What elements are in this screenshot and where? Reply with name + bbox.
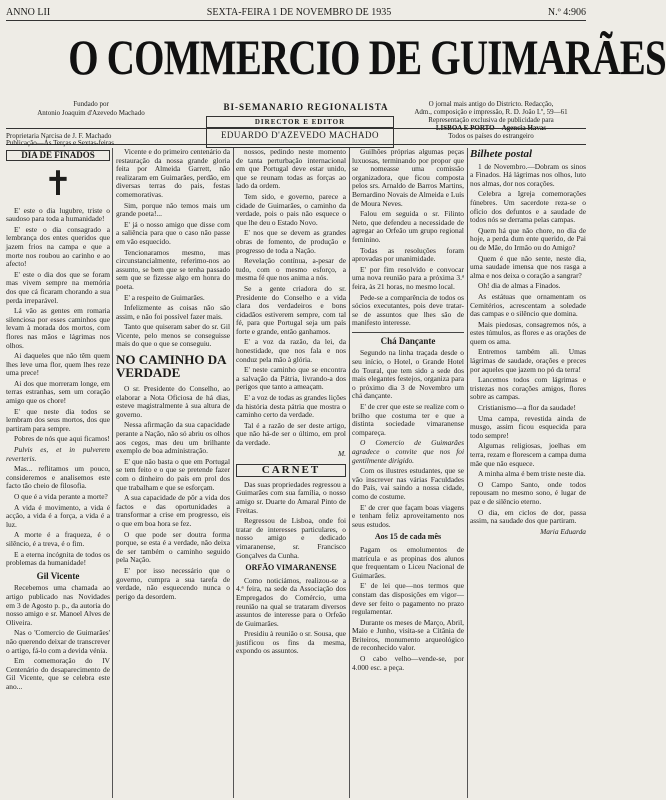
paragraph: O sr. Presidente do Conselho, ao elaborar a Nota Oficiosa de há dias, esteve magistralmente à sua altura de governo. <box>116 384 230 419</box>
paragraph: E' a voz da razão, da lei, da honestidade, que nos fala e nos conduz pela mão à glória. <box>236 337 346 364</box>
section-box-heading: CARNET <box>236 464 346 477</box>
paragraph: A morte é a fraqueza, é o silêncio, é a treva, é o fim. <box>6 530 110 548</box>
paragraph: Presidiu à reunião o sr. Sousa, que justificou os fins da mesma, expondo os assuntos. <box>236 629 346 656</box>
paragraph: Nessa afirmação da sua capacidade perante a Nação, não só abriu os olhos aos cegos, mas deu um brilhante exemplo de boa administração. <box>116 420 230 456</box>
paragraph: Tencionaramos mesmo, mas circunstancialmente, referimo-nos ao assunto, se bem que se tenha passado sem que se fizesse algo em honra do poeta. <box>116 247 230 291</box>
paragraph: A vida é movimento, a vida é acção, a vida é a força, a vida é a luz. <box>6 502 110 529</box>
section-heading: Chá Dançante <box>380 335 436 346</box>
founded-label: Fundado por <box>73 100 109 108</box>
article-headline: Bilhete postal <box>470 148 533 160</box>
column-1 <box>6 148 110 798</box>
paragraph: E' por fim resolvido e convocar uma nova reunião para a próxima 3.ª feira, às 21 horas, no mesmo local. <box>352 264 464 291</box>
paragraph: E' a voz de todas as grandes lições da história desta pátria que mostra o caminho certo da verdade. <box>236 393 346 420</box>
column-5 <box>470 148 586 798</box>
paragraph: E' nos que se devem as grandes obras de fomento, de produção e progresso de toda a Nação. <box>236 228 346 255</box>
newspaper-title: O COMMERCIO DE GUIMARÃES <box>68 29 666 85</box>
paragraph: Revelação contínua, a-pesar de tudo, com o mesmo esforço, a mesma fé que nos anima a nós. <box>236 256 346 283</box>
issue-date: SEXTA-FEIRA 1 DE NOVEMBRO DE 1935 <box>206 6 392 18</box>
year-label: ANNO LII <box>6 6 51 18</box>
paragraph: Infelizmente as coisas não são assim, e não foi possível fazer mais. <box>116 303 230 321</box>
paragraph: Mas... reflitamos um pouco, consideremos e analisemos este facto tão cheio de filosofia. <box>6 464 110 491</box>
paragraph: Mais piedosas, consagremos nós, a estes túmulos, as flores e as orações de quem os ama. <box>470 319 586 346</box>
paragraph: Cristianismo—a flor da saudade! <box>478 403 576 413</box>
paragraph: Uma campa, revestida ainda de musgo, assim ficou esquecida para todo sempre! <box>470 413 586 440</box>
paragraph: Pede-se a comparência de todos os sócios executantes, pois deve tratar-se de assuntos que lhes são de manifesto interesse. <box>352 292 464 328</box>
paragraph: Guilhões próprias algumas peças luxuosas, terminando por propor que se nomeasse uma comissão organizadora, que ficou composta pelos srs. Arnaldo de Barros Martins, Bernardino Novais de Almeida e Luís de Moura Neves. <box>352 147 464 208</box>
paragraph: Como noticiámos, realizou-se a 4.ª feira, na sede da Associação dos Empregados do Comércio, uma reunião na qual se trataram diversos assuntos de interesse para o Orfeão de Guimarães. <box>236 575 346 628</box>
paragraph: O Comercio de Guimarães agradece o convite que nos foi gentilmente dirigido. <box>352 438 464 465</box>
paragraph: Com os ilustres estudantes, que se vão inscrever nas várias Faculdades do País, vai saindo a nossa cidade, como de costume. <box>352 466 464 501</box>
column-rule <box>467 148 468 798</box>
paragraph: E' de crer que este se realize com o brilho que costuma ter e que a distinta sociedade vimaranense compareça. <box>352 402 464 437</box>
director-label: DIRECTOR E EDITOR <box>207 117 393 128</box>
paragraph: Ai daqueles que não têm quem lhes leve uma flor, quem lhes reze uma prece! <box>6 351 110 378</box>
paragraph: E' por isso necessário que o governo, cumpra a sua tarefa de verdade, não esquecendo nunca o perigo da desordem. <box>116 565 230 601</box>
paragraph: Regressou de Lisboa, onde foi tratar de interesses particulares, o nosso amigo e dedicado vimaranense, sr. Francisco Gonçalves da Cunha. <box>236 516 346 560</box>
subtitle: BI-SEMANARIO REGIONALISTA <box>223 102 389 112</box>
paragraph: Sim, porque não temos mais um grande poeta!... <box>116 200 230 219</box>
column-rule <box>112 148 113 798</box>
paragraph: E a eterna incógnita de todos os problemas da humanidade! <box>6 549 110 568</box>
paragraph: Entremos também ali. Umas lágrimas de saudade, orações e preces por aqueles que jazem no pó da terra! <box>470 347 586 374</box>
column-2 <box>116 148 230 798</box>
paragraph: Lancemos todos com lágrimas e tristezas nos corações amigos, flores sobre as campas. <box>470 375 586 402</box>
paragraph: Em comemoração do IV Centenário do desaparecimento de Gil Vicente, que se celebra este ano... <box>6 656 110 691</box>
paragraph: A sua capacidade de pôr a vida dos factos e das oportunidades a transformar a crise em progresso, eis o que em boa hora se fez. <box>116 493 230 528</box>
column-rule <box>233 148 234 798</box>
column-3 <box>236 148 346 798</box>
paragraph: E' que neste dia todos se lembram dos seus mortos, dos que partiram para sempre. <box>6 406 110 433</box>
contact-line: Representação exclusiva de publicidade para <box>428 116 554 124</box>
paragraph: Todas as resoluções foram aprovadas por unanimidade. <box>352 245 464 264</box>
section-heading: Gil Vicente <box>36 570 80 581</box>
column-4 <box>352 148 464 798</box>
paragraph: A minha alma é bem triste neste dia. <box>478 469 586 479</box>
paragraph: E' já o nosso amigo que disse com a saliência para que o caso não passe em vão esquecido. <box>116 219 230 246</box>
paragraph: Recebemos uma chamada ao artigo publicado nas Novidades em 3 de Agosto p. p., da autoria do nosso amigo e sr. Manoel Alves de Oliveira. <box>6 583 110 627</box>
issue-number: N.º 4:906 <box>547 6 586 18</box>
article-headline: NO CAMINHO DA VERDADE <box>116 352 226 381</box>
section-heading: Aos 15 de cada mês <box>374 532 442 542</box>
director-box <box>206 116 394 148</box>
contact-line: O jornal mais antigo do Districto. Redacção, <box>428 100 554 108</box>
paragraph: nossos, pedindo neste momento de tanta perturbação internacional em que Portugal deve estar unido, que se reunam todas as forças ao lado da ordem. <box>236 147 346 191</box>
paragraph: Falou em seguida o sr. Filinto Neto, que defendeu a necessidade de agregar ao Orfeão um grupo regional feminino. <box>352 209 464 244</box>
masthead <box>4 20 666 98</box>
paragraph: E' este o dia lugubre, triste o saudoso para toda a humanidade! <box>6 205 110 224</box>
paragraph: Tanto que quiseram saber do sr. Gil Vicente, pelo menos se conseguisse mais do que o que se conseguiu. <box>116 322 230 349</box>
paragraph: As estátuas que ornamentam os Cemitérios, acrescentam a soledade das campas e o silêncio que domina. <box>470 291 586 319</box>
paragraph: Tem sido, e governo, parece a cidade de Guimarães, o caminho da verdade, pois o pais não esquece o que lhe deu o Estado Novo. <box>236 191 346 227</box>
founder-block <box>6 100 176 118</box>
column-rule <box>349 148 350 798</box>
contact-line: Todos os países do estrangeiro <box>448 132 534 140</box>
paragraph: Vicente e do primeiro centenário da restauração da nossa grande gloria feita por Almeida Garrett, não realizaram em Guimarães, perdão, em diversas terras do pais, festas comemorativas. <box>116 147 230 199</box>
paragraph: Tal é a razão de ser deste artigo, que não há-de ser o último, em prol da verdade. <box>236 420 346 447</box>
paragraph: E' que não basta o que em Portugal se tem feito e o que se pretende fazer com o dinheiro do país em prol dos que trabalham e que se esforçam. <box>116 456 230 492</box>
owner-label: Proprietaria Narcisa de J. F. Machado <box>6 132 112 140</box>
paragraph: E' este o dia dos que se foram mas vivem sempre na memória dos que cá ficaram chorando a sua perda irreparável. <box>6 269 110 305</box>
paragraph: Segundo na linha traçada desde o seu início, o Hotel, o Grande Hotel do Toural, que tem sido a sede dos mais elegantes festejos, organiza para o próximo dia 3 de Novembro um chá dançante. <box>352 348 464 401</box>
paragraph: Lá vão as gentes em romaria silenciosa por esses caminhos que levam à morada dos mortos, com flores nas mãos e lágrimas nos olhos. <box>6 306 110 350</box>
signature: M. <box>337 448 346 458</box>
paragraph: Durante os meses de Março, Abril, Maio e Junho, visita-se a Citânia de Briteiros, monumento arqueológico de reconhecido valor. <box>352 617 464 653</box>
section-heading: ORFÃO VIMARANENSE <box>245 563 337 573</box>
contact-line: Adm., composição e impressão, R. D. João I.º, 59—61 <box>414 108 568 116</box>
paragraph: E' de lei que—nos termos que constam das disposições em vigor—deve ser feito o pagamento no prazo regulamentar. <box>352 581 464 617</box>
paragraph: Quem há que não chore, no dia de hoje, a perda dum ente querido, de Pai ou de Mãe, do Irmão ou do Amigo? <box>470 225 586 252</box>
paragraph: Das suas propriedades regressou a Guimarães com sua família, o nosso amigo sr. Duarte do Amaral Pinto de Freitas. <box>236 479 346 515</box>
paragraph: Se a gente criadora do sr. Presidente do Conselho e a vida clara dos verdadeiros e bons cidadãos estiverem sempre, com tal fé, para que Portugal seja um país forte e grande, então ganhamos. <box>236 283 346 336</box>
paragraph: E' neste caminho que se encontra a salvação da Pátria, livrando-a dos perigos que tanto a ameaçam. <box>236 365 346 392</box>
paragraph: O dia, em ciclos de dor, passa assim, na saudade dos que partiram. <box>470 507 586 526</box>
paragraph: 1 de Novembro.—Dobram os sinos a Finados. Há lágrimas nos olhos, luto nos almas, dor nos corações. <box>470 161 586 188</box>
founder-name: Antonio Joaquim d'Azevedo Machado <box>37 109 145 117</box>
paragraph: Celebra a Igreja comemorações fúnebres. Um sacerdote reza-se o ofício dos defuntos e a saudade de todos nós se derrama pelas campas. <box>470 189 586 225</box>
divider <box>352 332 464 333</box>
paragraph: O que é a vida perante a morte? <box>14 492 108 501</box>
paragraph: Oh! dia de almas a Finados. <box>478 281 561 291</box>
signature: Maria Eduarda <box>540 526 586 536</box>
publication-label: Publicação—Ás Terças e Sextas-feiras <box>6 139 115 147</box>
paragraph: E' a respeito de Guimarães. <box>124 292 205 302</box>
paragraph: Pobres de nós que aqui ficamos! <box>14 434 110 444</box>
contact-line: LISBOA E PORTO—Agencia Havas <box>435 124 547 132</box>
paragraph: E' este o dia consagrado a lembrança dos entes queridos que jazem frios na campa e que a morte nos roubou ao carinho e ao afecto! <box>6 224 110 269</box>
paragraph: Nas o 'Comercio de Guimarães' não querendo deixar de transcrever o artigo, fá-lo com a devida vénia. <box>6 628 110 655</box>
paragraph: Algumas religiosas, joelhas em terra, rezam e florescem a campa duma mãe que não esquece. <box>470 441 586 468</box>
paragraph: Quem é que não sente, neste dia, uma saudade imensa que nos rasga a alma e nos deixa o coração a sangrar? <box>470 253 586 280</box>
director-name: EDUARDO D'AZEVEDO MACHADO <box>220 130 380 140</box>
top-info-bar <box>6 4 586 21</box>
paragraph: O que pode ser doutra forma porque, se esta é a verdade, não deixa de ser também o caminho seguido pela Nação. <box>116 529 230 565</box>
paragraph: Pagam os emolumentos de matrícula e as propinas dos alunos que frequentam o Liceu Nacional de Guimarães. <box>352 544 464 580</box>
article-headline: DIA DE FINADOS <box>6 150 110 161</box>
verse: Pulvis es, et in pulverem reverteris. <box>6 445 110 463</box>
paragraph: Ai dos que morreram longe, em terras estranhas, sem um coração amigo que os chore! <box>6 378 110 406</box>
paragraph: O cabo velho—vende-se, por 4.000 esc. a peça. <box>352 654 464 672</box>
cross-icon: ✝ <box>43 165 73 203</box>
paragraph: O Campo Santo, onde todos repousam no mesmo sono, é lugar de paz e de silêncio eterno. <box>470 479 586 506</box>
paragraph: E' de crer que façam boas viagens e tenham feliz aproveitamento nos seus estudos. <box>352 502 464 529</box>
